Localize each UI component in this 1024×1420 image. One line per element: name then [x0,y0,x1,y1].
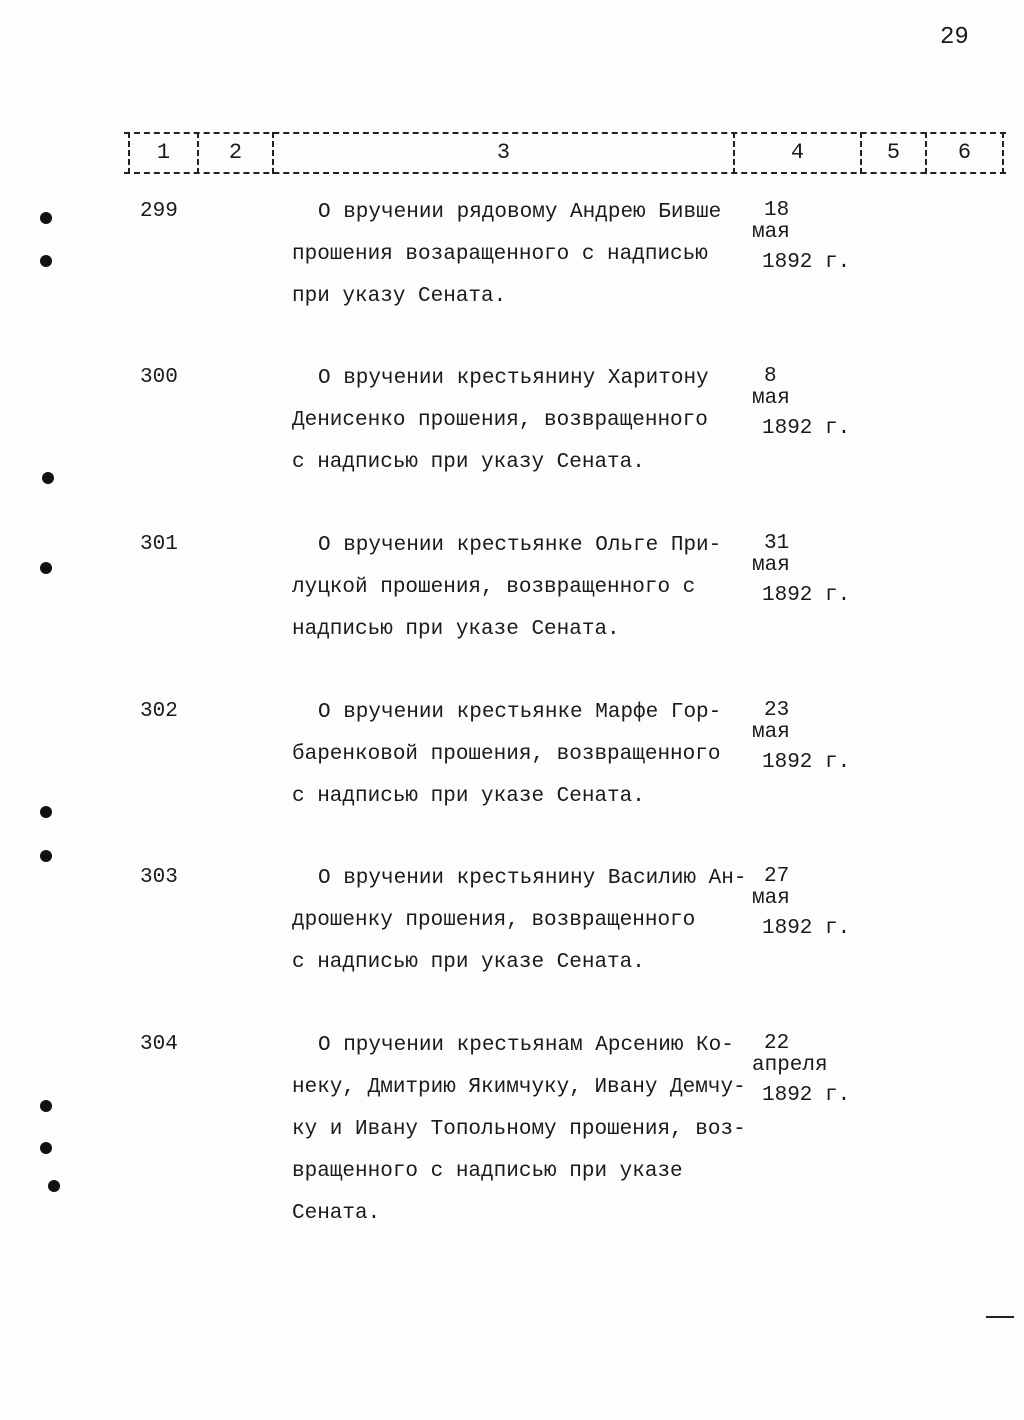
date-day: 31 [764,532,790,555]
entry-description [292,1033,752,1243]
entry-date [752,866,862,940]
entry-date [752,200,862,274]
description-line: О вручении крестьянке Ольге При- [318,534,722,557]
binding-hole-mark [40,562,52,574]
date-day: 8 [764,365,777,388]
description-line: дрошенку прошения, возвращенного [292,909,696,932]
date-day: 22 [764,1032,790,1055]
description-line: О вручении крестьянину Василию Ан- [318,867,747,890]
entry-row [0,866,1024,1026]
description-line: вращенного с надписью при указе [292,1160,683,1183]
entry-description [292,200,752,326]
entry-row [0,366,1024,526]
entry-row [0,700,1024,860]
date-month: мая [752,221,790,244]
date-month: мая [752,887,790,910]
date-year: 1892 г. [762,1084,851,1107]
entry-number: 302 [140,700,178,723]
column-header-2: 2 [228,140,243,165]
column-header-3: 3 [496,140,511,165]
entry-description [292,700,752,826]
binding-hole-mark [42,472,54,484]
entry-number: 303 [140,866,178,889]
binding-hole-mark [40,212,52,224]
date-month: апреля [752,1054,828,1077]
description-line: с надписью при указе Сената. [292,951,645,974]
entry-description [292,533,752,659]
binding-hole-mark [40,850,52,862]
description-line: О пручении крестьянам Арсению Ко- [318,1034,734,1057]
description-line: ку и Ивану Топольному прошения, воз- [292,1118,746,1141]
description-line: с надписью при указе Сената. [292,785,645,808]
date-year: 1892 г. [762,417,851,440]
entry-date [752,700,862,774]
description-line: Денисенко прошения, возвращенного [292,409,708,432]
description-line: надписью при указе Сената. [292,618,620,641]
description-line: О вручении крестьянину Харитону [318,367,709,390]
binding-hole-mark [40,1142,52,1154]
date-day: 18 [764,199,790,222]
description-line: О вручении крестьянке Марфе Гор- [318,701,722,724]
binding-hole-mark [40,806,52,818]
description-line: при указу Сената. [292,285,507,308]
entry-row [0,1032,1024,1225]
binding-hole-mark [40,1100,52,1112]
table-header-bottom-rule [124,172,1006,174]
date-day: 27 [764,865,790,888]
entry-date [752,366,862,440]
binding-hole-mark [48,1180,60,1192]
date-year: 1892 г. [762,251,851,274]
date-year: 1892 г. [762,751,851,774]
date-month: мая [752,554,790,577]
entry-row [0,200,1024,360]
description-line: прошения возаращенного с надписью [292,243,708,266]
entry-number: 304 [140,1033,178,1056]
entry-number: 299 [140,200,178,223]
date-month: мая [752,387,790,410]
description-line: О вручении рядовому Андрею Бивше [318,201,722,224]
entry-date [752,533,862,607]
description-line: баренковой прошения, возвращенного [292,743,721,766]
date-day: 23 [764,699,790,722]
description-line: луцкой прошения, возвращенного с [292,576,696,599]
date-month: мая [752,721,790,744]
entry-number: 300 [140,366,178,389]
entry-row [0,533,1024,693]
column-divider [1002,132,1004,174]
entry-description [292,866,752,992]
column-header-4: 4 [790,140,805,165]
table-header-top-rule [124,132,1006,134]
column-header-6: 6 [957,140,972,165]
column-header-1: 1 [156,140,171,165]
column-header-5: 5 [886,140,901,165]
date-year: 1892 г. [762,917,851,940]
date-year: 1892 г. [762,584,851,607]
description-line: Сената. [292,1202,381,1225]
entry-number: 301 [140,533,178,556]
entry-date [752,1033,862,1107]
description-line: с надписью при указу Сената. [292,451,645,474]
margin-mark [986,1316,1014,1318]
description-line: неку, Дмитрию Якимчуку, Ивану Демчу- [292,1076,746,1099]
page-number: 29 [940,24,969,51]
binding-hole-mark [40,255,52,267]
entry-description [292,366,752,492]
